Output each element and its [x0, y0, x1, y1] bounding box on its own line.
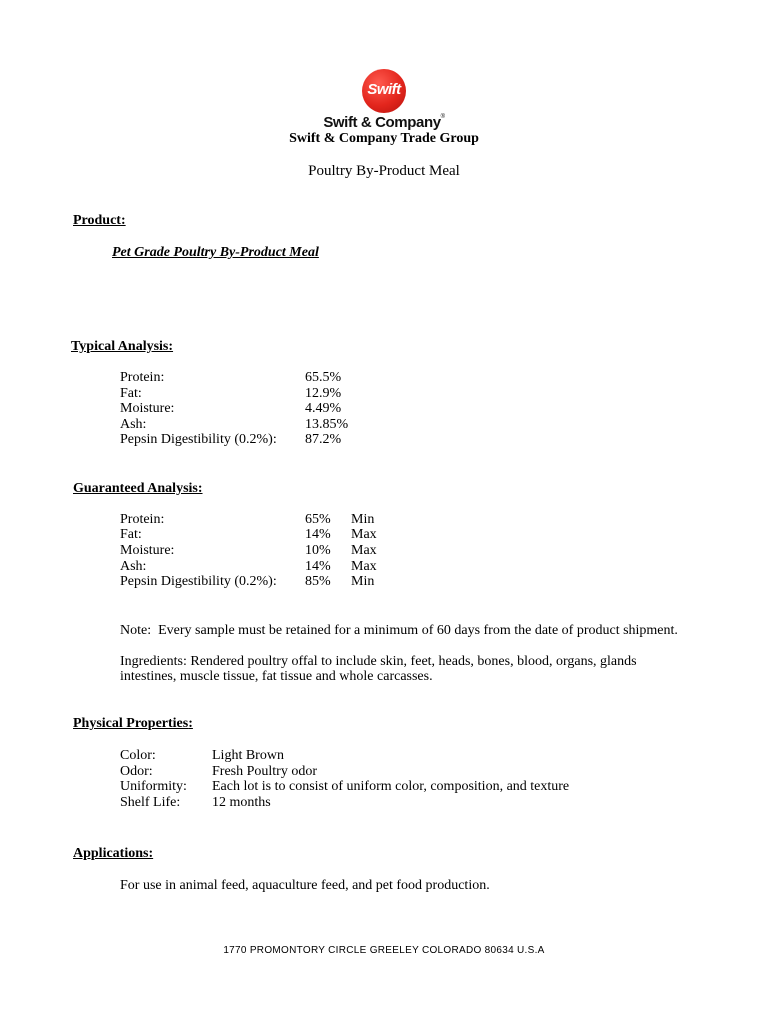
typical-row [120, 370, 342, 386]
typical-label: Ash: [120, 417, 147, 432]
guaranteed-analysis-heading: Guaranteed Analysis: [73, 481, 203, 496]
typical-row [120, 432, 342, 448]
typical-analysis-heading: Typical Analysis: [71, 339, 174, 354]
physical-properties-heading-label: Physical Properties [73, 716, 189, 731]
product-name: Pet Grade Poultry By-Product Meal [112, 245, 319, 260]
property-value: Light Brown [212, 748, 284, 763]
typical-value: 13.85% [305, 417, 349, 432]
logo-text: Swift [367, 81, 401, 98]
retention-note: Note: Every sample must be retained for a minimum of 60 days from the date of product shipment. [120, 623, 678, 638]
guaranteed-row [120, 574, 375, 590]
guaranteed-row [120, 559, 377, 575]
product-heading-colon: : [120, 213, 126, 228]
guaranteed-value: 10% [305, 543, 331, 558]
guaranteed-label: Fat: [120, 527, 142, 542]
product-heading [73, 213, 126, 229]
guaranteed-limit: Max [351, 543, 377, 558]
property-row [120, 779, 570, 795]
typical-label: Pepsin Digestibility (0.2%): [120, 432, 277, 447]
typical-value: 12.9% [305, 386, 342, 401]
property-value: Each lot is to consist of uniform color, composition, and texture [212, 779, 570, 794]
guaranteed-row [120, 543, 377, 559]
guaranteed-limit: Max [351, 559, 377, 574]
guaranteed-row [120, 512, 375, 528]
property-label: Shelf Life: [120, 795, 181, 810]
guaranteed-limit: Min [351, 512, 375, 527]
guaranteed-label: Pepsin Digestibility (0.2%): [120, 574, 277, 589]
physical-properties-heading-colon: : [188, 716, 193, 731]
company-wordmark [0, 114, 768, 131]
property-label: Odor: [120, 764, 153, 779]
property-label: Uniformity: [120, 779, 187, 794]
guaranteed-value: 85% [305, 574, 331, 589]
guaranteed-value: 14% [305, 527, 331, 542]
guaranteed-label: Protein: [120, 512, 165, 527]
typical-value: 87.2% [305, 432, 342, 447]
guaranteed-row [120, 527, 377, 543]
ingredients-line-1: Ingredients: Rendered poultry offal to include skin, feet, heads, bones, blood, organs, glands [120, 654, 637, 669]
swift-logo-icon [362, 69, 406, 113]
typical-value: 65.5% [305, 370, 342, 385]
guaranteed-value: 65% [305, 512, 331, 527]
ingredients-line-2: intestines, muscle tissue, fat tissue and whole carcasses. [120, 669, 433, 684]
applications-text: For use in animal feed, aquaculture feed, and pet food production. [120, 878, 490, 893]
document-title: Poultry By-Product Meal [308, 163, 460, 179]
guaranteed-limit: Min [351, 574, 375, 589]
property-row [120, 748, 284, 764]
wordmark-text: Swift & Company [323, 114, 441, 131]
typical-row [120, 401, 342, 417]
product-heading-label: Product [73, 213, 121, 228]
guaranteed-limit: Max [351, 527, 377, 542]
physical-properties-heading [73, 716, 193, 732]
typical-row [120, 417, 349, 433]
property-label: Color: [120, 748, 156, 763]
company-name: Swift & Company Trade Group [289, 131, 479, 146]
typical-label: Fat: [120, 386, 142, 401]
guaranteed-label: Ash: [120, 559, 147, 574]
typical-label: Protein: [120, 370, 165, 385]
applications-heading: Applications: [73, 846, 154, 861]
typical-value: 4.49% [305, 401, 342, 416]
property-value: Fresh Poultry odor [212, 764, 317, 779]
typical-row [120, 386, 342, 402]
footer-address: 1770 PROMONTORY CIRCLE GREELEY COLORADO 80634 U.S.A [223, 945, 545, 956]
property-row [120, 764, 317, 780]
property-row [120, 795, 271, 811]
guaranteed-label: Moisture: [120, 543, 175, 558]
registered-mark: ® [440, 114, 445, 120]
property-value: 12 months [212, 795, 271, 810]
typical-label: Moisture: [120, 401, 175, 416]
guaranteed-value: 14% [305, 559, 331, 574]
